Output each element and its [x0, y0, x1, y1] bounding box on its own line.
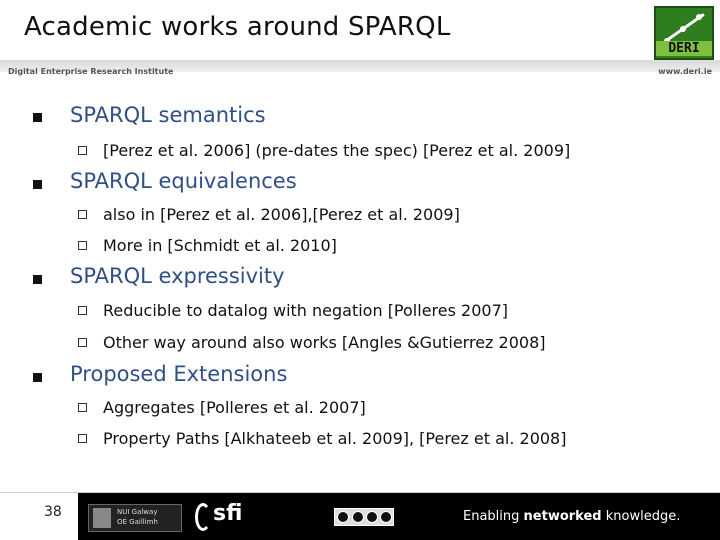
- page-number-box: [0, 493, 78, 540]
- by-icon: [352, 511, 364, 523]
- checkbox-bullet-icon: [78, 210, 87, 219]
- website-url: www.deri.ie: [658, 67, 712, 76]
- sub-bullet: More in [Schmidt et al. 2010]: [103, 236, 337, 255]
- checkbox-bullet-icon: [78, 146, 87, 155]
- nuig-line2: OÉ Gaillimh: [117, 518, 158, 526]
- nuig-logo: [88, 504, 182, 532]
- deri-logo: [654, 6, 714, 60]
- sa-icon: [380, 511, 392, 523]
- sub-bullet: also in [Perez et al. 2006],[Perez et al. 2009]: [103, 205, 460, 224]
- checkbox-bullet-icon: [78, 338, 87, 347]
- square-bullet-icon: [33, 113, 42, 122]
- sub-bullet: Aggregates [Polleres et al. 2007]: [103, 398, 366, 417]
- page-number: 38: [44, 504, 62, 520]
- checkbox-bullet-icon: [78, 403, 87, 412]
- bullet-heading: Proposed Extensions: [70, 362, 288, 386]
- swirl-icon: [195, 503, 211, 531]
- nuig-line1: NUI Galway: [117, 508, 158, 516]
- cc-icon: [337, 511, 349, 523]
- sub-bullet: Property Paths [Alkhateeb et al. 2009], [Perez et al. 2008]: [103, 429, 567, 448]
- creative-commons-badge: [334, 508, 394, 526]
- checkbox-bullet-icon: [78, 241, 87, 250]
- organization-name: Digital Enterprise Research Institute: [8, 67, 174, 76]
- slide-title: Academic works around SPARQL: [24, 12, 451, 42]
- logo-dot: [680, 26, 686, 32]
- bullet-heading: SPARQL equivalences: [70, 169, 297, 193]
- logo-dot: [696, 14, 702, 20]
- slide-footer: [0, 467, 720, 540]
- logo-text: DERI: [656, 41, 712, 56]
- nc-icon: [366, 511, 378, 523]
- square-bullet-icon: [33, 180, 42, 189]
- sfi-text: sfi: [213, 501, 243, 526]
- sub-bullet: Reducible to datalog with negation [Polleres 2007]: [103, 301, 508, 320]
- tagline-suffix: knowledge.: [601, 509, 681, 524]
- sub-bullet: Other way around also works [Angles &Gutierrez 2008]: [103, 333, 546, 352]
- bullet-heading: SPARQL expressivity: [70, 264, 285, 288]
- sub-bullet: [Perez et al. 2006] (pre-dates the spec) [Perez et al. 2009]: [103, 141, 571, 160]
- bullet-heading: SPARQL semantics: [70, 103, 266, 127]
- footer-band: [78, 493, 720, 540]
- square-bullet-icon: [33, 275, 42, 284]
- square-bullet-icon: [33, 373, 42, 382]
- checkbox-bullet-icon: [78, 306, 87, 315]
- checkbox-bullet-icon: [78, 434, 87, 443]
- tagline-bold: networked: [523, 509, 602, 524]
- tagline: [463, 509, 680, 524]
- sfi-logo: [193, 499, 253, 535]
- crest-icon: [93, 508, 111, 528]
- tagline-prefix: Enabling: [463, 509, 524, 524]
